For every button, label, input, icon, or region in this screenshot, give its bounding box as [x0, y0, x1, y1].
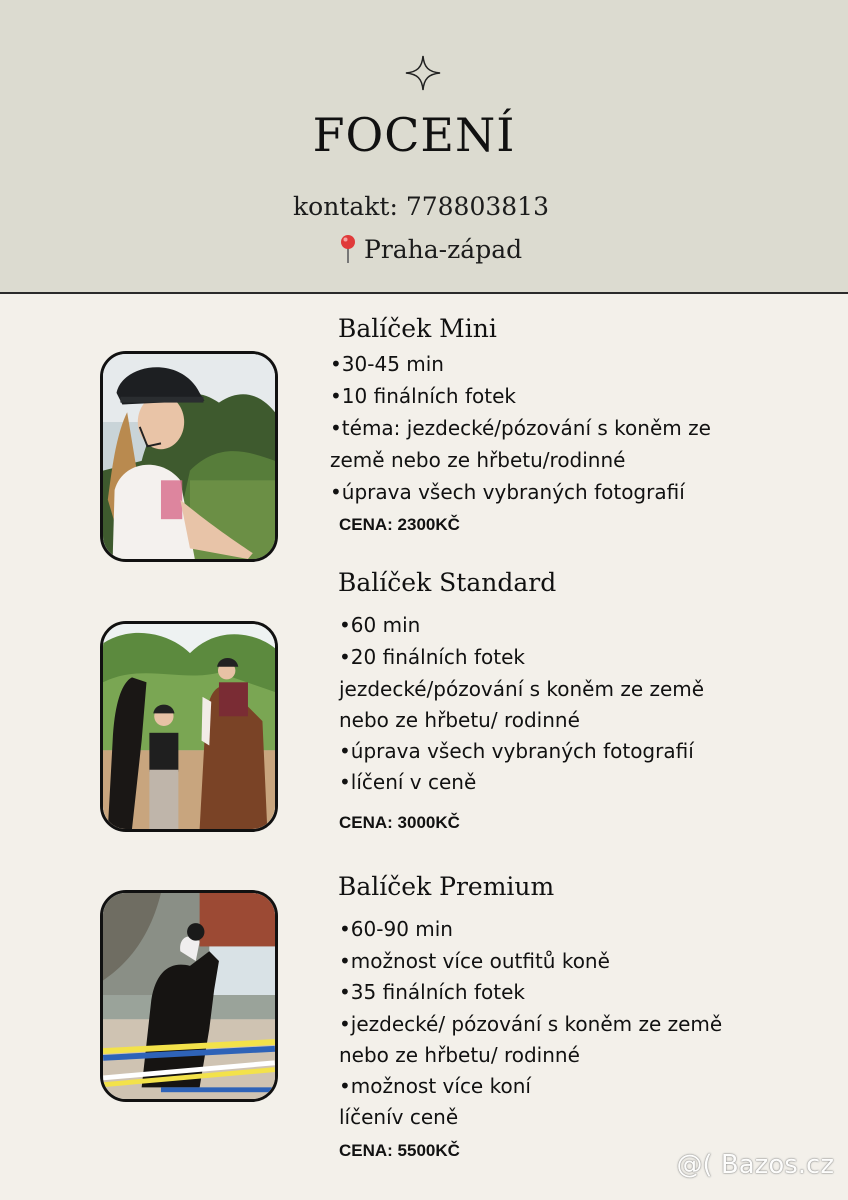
package-standard-price: CENA: 3000KČ: [339, 813, 460, 832]
package-premium-line: líčenív ceně: [339, 1105, 459, 1129]
package-standard-line: jezdecké/pózování s koněm ze země: [339, 677, 705, 701]
package-standard-title: Balíček Standard: [338, 568, 557, 597]
package-standard-line: •líčení v ceně: [339, 770, 477, 794]
package-premium-line: •60-90 min: [339, 917, 453, 941]
page-title: FOCENÍ: [312, 108, 516, 162]
package-standard-line: •60 min: [339, 613, 421, 637]
package-mini-line: •30-45 min: [330, 352, 444, 376]
package-premium-price: CENA: 5500KČ: [339, 1141, 460, 1160]
package-premium-line: •35 finálních fotek: [339, 980, 525, 1004]
photo-premium: [100, 890, 278, 1102]
package-premium-line: nebo ze hřbetu/ rodinné: [339, 1043, 580, 1067]
pushpin-icon: [338, 234, 358, 264]
sparkle-icon: [404, 54, 442, 92]
header-banner: [0, 0, 848, 294]
package-mini-price: CENA: 2300KČ: [339, 515, 460, 534]
package-premium-line: •možnost více koní: [339, 1074, 531, 1098]
package-mini-line: •10 finálních fotek: [330, 384, 516, 408]
location: [338, 232, 522, 266]
bazos-watermark: @( Bazos.cz: [676, 1150, 834, 1180]
package-premium-title: Balíček Premium: [338, 872, 555, 901]
package-standard-line: nebo ze hřbetu/ rodinné: [339, 708, 580, 732]
package-standard-line: •20 finálních fotek: [339, 645, 525, 669]
package-mini-line: země nebo ze hřbetu/rodinné: [330, 448, 626, 472]
photo-mini: [100, 351, 278, 562]
location-text: Praha-západ: [364, 234, 523, 264]
package-standard-line: •úprava všech vybraných fotografií: [339, 739, 694, 763]
package-premium-line: •jezdecké/ pózování s koněm ze země: [339, 1012, 723, 1036]
package-mini-line: •téma: jezdecké/pózování s koněm ze: [330, 416, 711, 440]
package-mini-title: Balíček Mini: [338, 314, 497, 343]
photo-standard: [100, 621, 278, 832]
package-mini-line: •úprava všech vybraných fotografií: [330, 480, 685, 504]
contact-phone: kontakt: 778803813: [293, 192, 549, 221]
package-premium-line: •možnost více outfitů koně: [339, 949, 610, 973]
